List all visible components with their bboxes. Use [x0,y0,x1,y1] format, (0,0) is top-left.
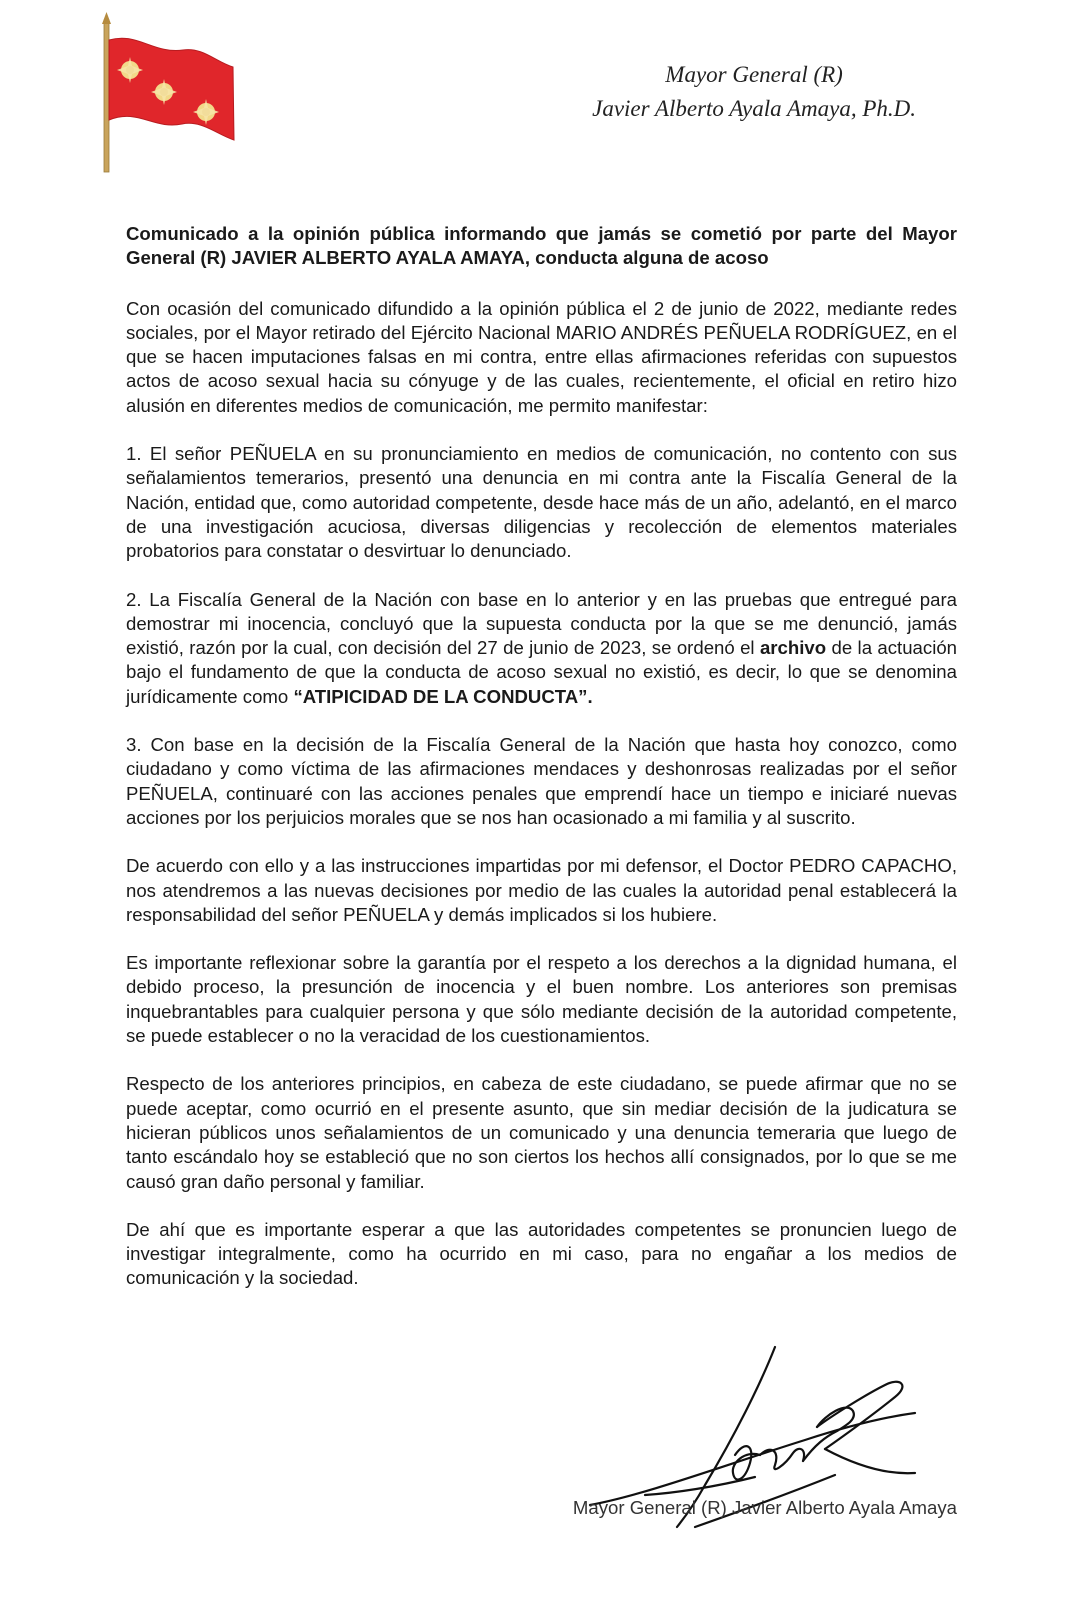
flag-emblem [98,12,248,177]
paragraph-5: De acuerdo con ello y a las instrucciones impartidas por mi defensor, el Doctor PEDRO CAPACHO, nos atendremos a las nuevas decisiones por medio de las cuales la autoridad penal establecerá la responsabilidad del señor PEÑUELA y demás implicados si los hubiere. [126,855,957,925]
paragraph-item-2 [126,588,957,709]
paragraph-item-3: 3. Con base en la decisión de la Fiscalía General de la Nación que hasta hoy conozco, como ciudadano y como víctima de las afirmaciones mendaces y deshonrosas realizadas por el señor PEÑUELA, continuaré con las acciones penales que emprendí hace un tiempo e iniciaré nuevas acciones por los perjuicios morales que se nos han ocasionado a mi familia y al suscrito. [126,734,957,828]
paragraph-intro: Con ocasión del comunicado difundido a la opinión pública el 2 de junio de 2022, mediante redes sociales, por el Mayor retirado del Ejército Nacional MARIO ANDRÉS PEÑUELA RODRÍGUEZ, en el que se hacen imputaciones falsas en mi contra, entre ellas afirmaciones referidas con supuestos actos de acoso sexual hacia su cónyuge y de las cuales, recientemente, el oficial en retiro hizo alusión en diferentes medios de comunicación, me permito manifestar: [126,297,957,416]
signature-name: Mayor General (R) Javier Alberto Ayala Amaya [572,1497,957,1518]
flag-pole-tip [102,12,111,24]
document-title: Comunicado a la opinión pública informando que jamás se cometió por parte del Mayor General (R) JAVIER ALBERTO AYALA AMAYA, conducta alguna de acoso [126,223,957,269]
paragraph-item-1: 1. El señor PEÑUELA en su pronunciamiento en medios de comunicación, no contento con sus señalamientos temerarios, presentó una denuncia en mi contra ante la Fiscalía General de la Nación, entidad que, como autoridad competente, desde hace más de un año, adelantó, en el marco de una investigación acuciosa, diversas diligencias y recolección de elementos materiales probatorios para constatar o desvirtuar lo denunciado. [126,443,957,562]
item-2-text-c: de la actuación bajo el fundamento de que la conducta de acoso sexual no existió, es decir, lo que se denomina jurídicamente como [126,637,958,707]
item-2-text-a: 2. La Fiscalía General de la Nación con base en lo anterior y en las pruebas que entregué para demostrar mi inocencia, concluyó que la supuesta conducta por la que se me denunció, jamás existió, razón por la cual, con decisión del 27 de junio de 2023, se ordenó el [126,588,957,659]
item-2-archivo: archivo [759,637,827,659]
letterhead-rank: Mayor General (R) [665,62,843,87]
letterhead-name: Javier Alberto Ayala Amaya, Ph.D. [592,96,916,121]
document-body [126,222,957,1291]
letterhead [592,58,916,126]
flag-pole [104,20,109,172]
paragraph-8: De ahí que es importante esperar a que las autoridades competentes se pronuncien luego de investigar integralmente, como ha ocurrido en mi caso, para no engañar a los medios de comunicación y la sociedad. [126,1218,957,1289]
item-2-atipicidad: “ATIPICIDAD DE LA CONDUCTA”. [293,685,593,707]
paragraph-7: Respecto de los anteriores principios, en cabeza de este ciudadano, se puede afirmar que no se puede aceptar, como ocurrió en el presente asunto, que sin mediar decisión de la judicatura se hicieran públicos unos señalamientos de un comunicado y una denuncia temeraria que luego de tanto escándalo hoy se estableció que no son ciertos los hechos allí consignados, por lo que se me causó gran daño personal y familiar. [126,1073,957,1192]
paragraph-6: Es importante reflexionar sobre la garantía por el respeto a los derechos a la dignidad humana, el debido proceso, la presunción de inocencia y el buen nombre. Los anteriores son premisas inquebrantables para cualquier persona y que sólo mediante decisión de la autoridad competente, se puede establecer o no la veracidad de los cuestionamientos. [126,952,957,1047]
